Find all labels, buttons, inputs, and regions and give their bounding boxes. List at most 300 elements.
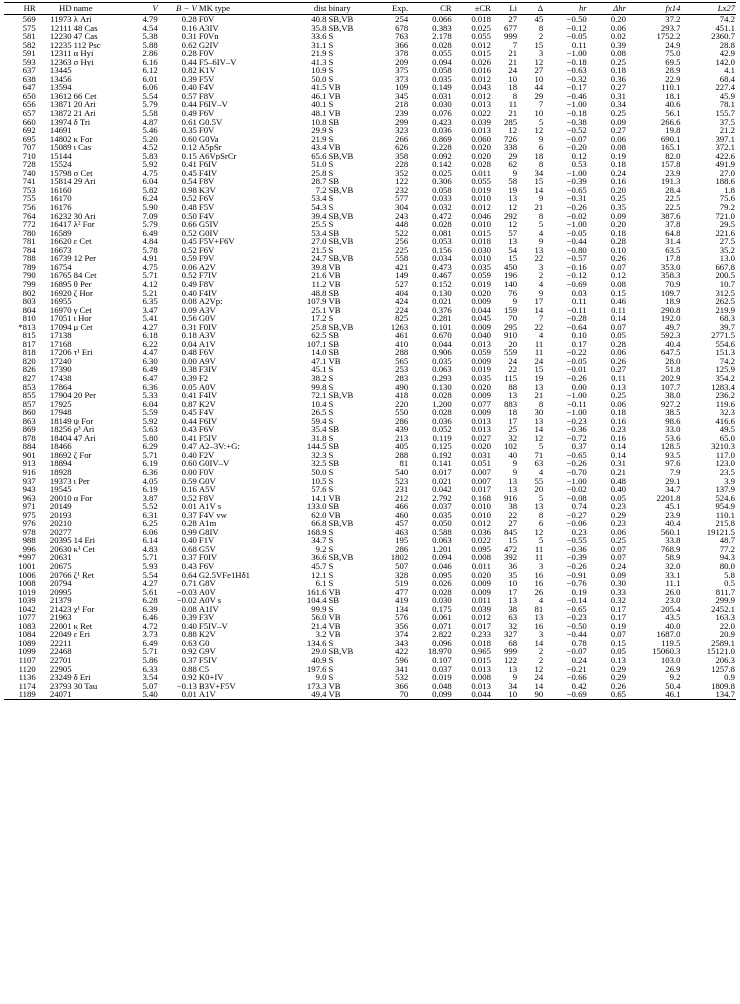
table-cell: 12 xyxy=(508,203,518,212)
table-cell: 80.0 xyxy=(719,562,735,571)
table-cell: 6.29 xyxy=(142,442,158,451)
table-row xyxy=(4,665,736,674)
table-cell: 20010 xyxy=(49,493,72,503)
table-cell: 24071 xyxy=(49,690,72,700)
table-row xyxy=(4,630,736,639)
table-cell: 19.8 xyxy=(665,126,681,135)
table-cell: −0.27 xyxy=(566,510,587,520)
table-cell: 155.7 xyxy=(715,109,735,118)
table-cell: 7 xyxy=(538,100,544,110)
table-cell: 17094 xyxy=(49,322,72,332)
table-cell: 577 xyxy=(395,194,409,204)
table-cell: 802 xyxy=(22,288,36,298)
table-cell: 4.54 xyxy=(142,23,158,33)
table-cell: 110.1 xyxy=(661,83,681,92)
table-cell: S xyxy=(328,373,334,383)
table-cell: VB xyxy=(328,279,341,289)
table-cell: 0.46 xyxy=(610,297,626,306)
table-cell: 790 xyxy=(22,271,36,280)
table-cell: 266 xyxy=(395,134,409,144)
table-cell: 0.055 xyxy=(432,49,452,58)
table-cell xyxy=(73,340,125,349)
table-cell: F4IV xyxy=(198,391,218,400)
table-cell: 70.9 xyxy=(665,279,681,289)
table-cell: α Hyi xyxy=(73,49,94,58)
table-cell: 12 xyxy=(534,527,544,537)
table-cell: 18894 xyxy=(49,459,72,468)
table-cell: 0.077 xyxy=(471,399,491,409)
table-row xyxy=(4,92,736,101)
table-cell: S xyxy=(328,194,334,204)
table-cell: 1.8 xyxy=(724,185,735,195)
table-cell: 0.25 xyxy=(610,536,626,545)
table-cell: 0.52 xyxy=(181,194,197,204)
table-cell: 0.020 xyxy=(471,143,491,152)
table-cell: 286 xyxy=(395,416,409,426)
table-cell: VB xyxy=(328,690,341,700)
column-header: fx14 xyxy=(665,3,681,13)
table-cell: 2 xyxy=(538,271,544,280)
table-cell: 0.37 xyxy=(181,553,197,562)
table-cell: 5.90 xyxy=(142,203,158,212)
table-cell: 20794 xyxy=(49,579,72,588)
table-cell: 6.36 xyxy=(142,467,158,477)
table-cell: 5.33 xyxy=(142,391,158,400)
table-cell: 0.036 xyxy=(432,126,452,135)
table-cell: 45.1 xyxy=(311,365,327,374)
table-cell: 46.1 xyxy=(665,690,681,700)
table-cell: 772 xyxy=(22,220,36,229)
table-cell: 0.35 xyxy=(181,126,197,135)
table-cell: A3V xyxy=(198,331,216,340)
table-cell: −0.20 xyxy=(566,143,587,152)
table-cell: 13974 xyxy=(49,117,72,127)
table-cell: 157.8 xyxy=(660,160,681,169)
table-cell: 0.028 xyxy=(471,160,491,169)
table-cell: 593 xyxy=(22,57,36,67)
table-cell: 200.5 xyxy=(715,271,735,280)
table-cell: 0.19 xyxy=(610,621,626,631)
table-cell: 0.022 xyxy=(471,109,491,118)
table-cell: 13 xyxy=(508,237,518,246)
table-cell: 21 xyxy=(508,57,518,67)
table-cell xyxy=(73,126,125,135)
table-row xyxy=(4,622,736,631)
table-cell: 218 xyxy=(395,100,409,110)
table-cell: 0.030 xyxy=(471,245,491,255)
table-row xyxy=(4,571,736,580)
table-cell: 6.18 xyxy=(142,331,158,340)
table-cell: 780 xyxy=(22,228,36,238)
table-cell: 0.142 xyxy=(432,160,452,169)
table-cell: 0.88 xyxy=(181,630,197,639)
table-cell: 477 xyxy=(395,587,409,597)
table-cell: 345 xyxy=(395,91,409,101)
table-cell: 0.48 xyxy=(610,476,626,486)
table-cell: F0IV xyxy=(198,553,218,562)
table-cell: 0.017 xyxy=(471,621,491,631)
table-row xyxy=(4,579,736,588)
table-cell: 6.06 xyxy=(142,83,158,92)
table-cell: 23.0 xyxy=(665,596,681,605)
table-cell: 32.3 xyxy=(719,408,735,417)
table-cell: 28.9 xyxy=(665,66,681,75)
table-cell: 13 xyxy=(508,664,518,674)
table-cell: 21.6 xyxy=(311,271,327,280)
table-cell: 10 xyxy=(508,74,518,84)
table-cell: S xyxy=(328,656,334,665)
table-cell: 196 xyxy=(504,271,518,280)
table-cell: 988 xyxy=(22,536,36,545)
table-cell: A5pSr xyxy=(198,143,222,152)
table-cell: λ² For xyxy=(73,220,95,229)
table-cell: 690.1 xyxy=(660,134,681,144)
table-cell: F0V xyxy=(198,467,215,477)
table-cell: A3IV xyxy=(198,23,219,33)
table-cell: 0.025 xyxy=(432,168,452,178)
table-cell: 17.2 xyxy=(311,314,327,323)
table-cell: 910 xyxy=(504,331,518,340)
column-header: hr xyxy=(579,3,587,13)
table-cell: F5IV–V xyxy=(198,621,228,631)
table-row xyxy=(4,639,736,648)
table-cell: −0.66 xyxy=(566,673,587,682)
table-cell: S xyxy=(328,673,334,682)
table-cell: 62.5 xyxy=(311,331,327,340)
table-cell: 14 xyxy=(534,305,544,315)
table-cell xyxy=(73,519,125,528)
table-cell: F3V xyxy=(198,613,215,622)
table-cell xyxy=(73,203,125,212)
table-cell: 17 xyxy=(508,416,518,426)
table-cell: 728 xyxy=(22,160,36,169)
table-cell: −0.65 xyxy=(566,604,587,614)
table-cell: 107.7 xyxy=(660,382,681,392)
table-cell: 71 xyxy=(534,450,544,460)
table-cell: 0.071 xyxy=(432,621,452,631)
table-cell: 82.0 xyxy=(665,151,681,161)
table-cell: 0.13 xyxy=(610,656,626,665)
table-cell: 341 xyxy=(395,664,409,674)
table-row xyxy=(4,237,736,246)
table-cell: 10 xyxy=(534,109,544,118)
table-cell: 70 xyxy=(508,314,518,323)
table-cell: 10.5 xyxy=(311,476,327,486)
table-cell: S xyxy=(328,638,334,648)
table-cell: 20395 xyxy=(49,536,72,545)
table-cell: 781 xyxy=(22,237,36,246)
table-cell: 421 xyxy=(395,262,409,272)
table-cell: 16 xyxy=(534,621,544,631)
table-row xyxy=(4,246,736,255)
table-cell: 591 xyxy=(22,49,36,58)
table-cell: 0.28 xyxy=(181,519,197,528)
table-cell: 356 xyxy=(395,621,409,631)
table-cell: 5.20 xyxy=(142,134,158,144)
table-cell: 916 xyxy=(504,493,518,503)
table-cell: 7 xyxy=(538,314,544,323)
table-cell: 5.79 xyxy=(142,100,158,110)
table-cell: 6.39 xyxy=(142,604,158,614)
table-cell: 40.4 xyxy=(665,339,681,349)
table-cell: 24 xyxy=(508,356,518,366)
table-cell: 0.058 xyxy=(432,66,452,75)
table-cell: ι Hor xyxy=(73,314,92,323)
table-cell: 366 xyxy=(395,40,409,50)
table-cell: 817 xyxy=(22,339,36,349)
table-row xyxy=(4,374,736,383)
table-body xyxy=(4,15,736,700)
table-cell: 243 xyxy=(395,211,409,221)
table-cell: 0.044 xyxy=(432,339,452,349)
table-cell: 12 xyxy=(534,433,544,443)
table-cell: 0.050 xyxy=(432,519,452,528)
table-cell: 0.039 xyxy=(471,604,491,614)
table-cell: F5V xyxy=(198,74,215,84)
table-cell: 107.9 xyxy=(306,297,327,306)
table-cell: −0.65 xyxy=(566,185,587,195)
table-cell: 20675 xyxy=(49,562,72,571)
table-cell: F8V xyxy=(198,91,215,101)
table-cell: F6V xyxy=(198,562,215,571)
table-cell: σ Cet xyxy=(73,168,93,178)
table-cell: 288 xyxy=(395,450,409,460)
table-cell: S xyxy=(328,536,334,545)
table-cell: K1V xyxy=(198,66,216,75)
table-cell: 104.4 xyxy=(306,596,327,605)
table-cell: 13612 xyxy=(49,91,72,101)
table-cell: 11 xyxy=(508,100,518,110)
table-cell: 6.14 xyxy=(142,536,158,545)
table-cell: 975 xyxy=(22,510,36,520)
table-cell: 0.11 xyxy=(571,297,587,306)
table-cell: 53.4 xyxy=(311,228,327,238)
table-cell: 0.16 xyxy=(610,433,626,443)
table-cell: 0.39 xyxy=(181,74,197,84)
table-cell: 0.14 xyxy=(610,314,626,323)
table-row xyxy=(4,323,736,332)
table-cell: F8V xyxy=(198,177,215,186)
table-cell: G0 xyxy=(198,638,210,648)
table-row xyxy=(4,682,736,691)
table-cell: 5.92 xyxy=(142,160,158,169)
table-cell: 123.0 xyxy=(715,459,735,468)
table-cell: 227.4 xyxy=(715,83,735,92)
table-cell: 1084 xyxy=(18,630,36,639)
table-cell: 0.026 xyxy=(432,579,452,588)
table-cell: 416.6 xyxy=(715,416,735,426)
table-cell: 13 xyxy=(534,613,544,622)
table-cell: 21.2 xyxy=(719,126,735,135)
table-cell: 27.5 xyxy=(719,237,735,246)
table-cell: 0.306 xyxy=(432,177,452,186)
table-cell: 0.27 xyxy=(610,365,626,374)
table-cell: 869 xyxy=(22,425,36,434)
table-cell: 0.027 xyxy=(471,433,491,443)
table-row xyxy=(4,135,736,144)
table-cell: 20.9 xyxy=(719,630,735,639)
table-cell: τ¹ Eri xyxy=(73,348,93,357)
column-header: Lx27 xyxy=(717,3,735,13)
table-cell: 292 xyxy=(504,211,518,221)
table-cell: 22701 xyxy=(49,656,72,665)
table-cell: 592.3 xyxy=(660,331,681,340)
table-cell: VB xyxy=(328,109,341,118)
table-cell: 0.48 xyxy=(181,203,197,212)
table-cell: 0.022 xyxy=(471,536,491,545)
table-cell: 19 xyxy=(508,185,518,195)
table-row xyxy=(4,647,736,656)
table-cell: 343 xyxy=(395,638,409,648)
table-cell: 15524 xyxy=(49,160,72,169)
table-cell: −0.07 xyxy=(566,134,587,144)
table-cell: 0.43 xyxy=(181,562,197,571)
table-row xyxy=(4,536,736,545)
table-cell: σ Hyi xyxy=(73,57,94,67)
table-cell: G0V xyxy=(198,314,216,323)
table-cell: 0.012 xyxy=(471,203,491,212)
table-cell: 37.8 xyxy=(665,220,681,229)
table-row xyxy=(4,83,736,92)
table-cell: G8V xyxy=(198,579,216,588)
table-cell: −0.64 xyxy=(566,322,587,332)
table-cell: 0.23 xyxy=(610,519,626,528)
table-cell: 32.0 xyxy=(665,562,681,571)
table-cell: VB xyxy=(328,143,341,152)
table-cell: 6.16 xyxy=(142,57,158,67)
table-cell: 0.16 xyxy=(181,23,197,33)
table-cell: 16920 xyxy=(49,288,72,298)
table-cell: 0.055 xyxy=(471,177,491,186)
table-cell: 6.12 xyxy=(142,66,158,75)
table-cell xyxy=(73,553,125,562)
column-header: MK type xyxy=(198,3,230,13)
table-cell: 168.9 xyxy=(306,527,327,537)
table-cell: 19545 xyxy=(49,485,72,494)
table-row xyxy=(4,32,736,41)
table-cell: 0.19 xyxy=(571,587,587,597)
table-cell: S xyxy=(328,664,334,674)
table-cell: 0.044 xyxy=(471,690,491,700)
table-cell: 5.71 xyxy=(142,647,158,657)
table-cell: 16620 xyxy=(49,237,72,246)
table-cell: 6.01 xyxy=(142,74,158,84)
table-cell: 99.8 xyxy=(311,382,327,392)
table-cell: 25.1 xyxy=(311,305,327,315)
table-cell: −0.36 xyxy=(566,425,587,434)
table-cell: 450 xyxy=(504,262,518,272)
table-cell: −1.00 xyxy=(566,476,587,486)
table-cell: 1008 xyxy=(18,579,36,588)
table-cell: 286 xyxy=(395,544,409,554)
table-cell: 0.20 xyxy=(610,14,626,24)
table-cell: −0.52 xyxy=(566,126,587,135)
table-cell: 285 xyxy=(504,117,518,127)
table-cell: 0.99 xyxy=(181,527,197,537)
table-cell: 0.095 xyxy=(432,570,452,580)
table-cell: 48.1 xyxy=(311,109,327,118)
table-cell: 366 xyxy=(395,681,409,691)
table-cell: 374 xyxy=(395,630,409,639)
table-cell: 0.26 xyxy=(610,356,626,366)
table-cell: S xyxy=(328,126,334,135)
table-cell: 13 xyxy=(534,502,544,511)
table-cell: 0.035 xyxy=(471,373,491,383)
table-cell: −0.23 xyxy=(566,416,587,426)
table-cell: 507 xyxy=(395,562,409,571)
table-cell: 0.52 xyxy=(181,271,197,280)
table-cell: F6IV–V xyxy=(198,100,228,110)
table-cell: λ Ari xyxy=(73,14,92,24)
table-cell: −0.69 xyxy=(566,279,587,289)
table-cell: A0V s xyxy=(198,596,222,605)
table-cell: 4.75 xyxy=(142,168,158,178)
table-cell: 0.017 xyxy=(471,485,491,494)
table-cell: 45.7 xyxy=(311,562,327,571)
table-cell: S xyxy=(328,408,334,417)
table-cell: VB xyxy=(328,305,341,315)
table-cell: 0.012 xyxy=(471,613,491,622)
table-cell: 76 xyxy=(508,288,518,298)
table-cell: 827 xyxy=(22,373,36,383)
table-cell: 5.07 xyxy=(142,681,158,691)
table-cell: 7.2 xyxy=(315,185,327,195)
table-cell: S xyxy=(328,416,334,426)
table-cell: θ Per xyxy=(73,279,92,289)
table-cell: 24 xyxy=(534,673,544,682)
table-cell: 47 Cas xyxy=(73,32,98,41)
table-cell: 0.012 xyxy=(471,91,491,101)
table-cell: 122 xyxy=(504,656,518,665)
table-cell: 519 xyxy=(395,579,409,588)
table-cell xyxy=(73,365,125,374)
table-cell: 5 xyxy=(538,493,544,503)
table-cell: 13594 xyxy=(49,83,72,92)
table-cell: 0.030 xyxy=(432,100,452,110)
table-cell: F4V xyxy=(198,83,215,92)
table-cell: 32 xyxy=(508,621,518,631)
table-cell: 582 xyxy=(22,40,36,50)
table-cell: −0.21 xyxy=(566,664,587,674)
table-cell: −0.70 xyxy=(566,467,587,477)
table-cell: 98.6 xyxy=(665,416,681,426)
table-cell: 1077 xyxy=(18,613,36,622)
table-cell: 0.17 xyxy=(610,604,626,614)
table-row xyxy=(4,545,736,554)
table-cell: 29 xyxy=(534,91,544,101)
table-cell: 134 xyxy=(395,604,409,614)
table-cell: 205.4 xyxy=(660,604,681,614)
table-cell: 15060.3 xyxy=(652,647,681,657)
table-cell: 17904 xyxy=(49,391,72,400)
table-cell: 18404 xyxy=(49,433,72,443)
table-cell: 0.423 xyxy=(432,117,452,127)
table-cell: 27 xyxy=(508,14,518,24)
table-cell: 884 xyxy=(22,442,36,451)
table-cell: 31.1 xyxy=(311,40,327,50)
table-cell: 0.88 xyxy=(181,664,197,674)
table-cell: 845 xyxy=(504,527,518,537)
table-cell: 626 xyxy=(395,143,409,152)
table-cell: 338 xyxy=(504,143,518,152)
table-cell: 63 xyxy=(508,613,518,622)
table-cell: 5.92 xyxy=(142,416,158,426)
table-cell: 0.383 xyxy=(432,23,452,33)
table-cell: 109.7 xyxy=(660,288,681,298)
table-cell: 26.0 xyxy=(665,587,681,597)
table-cell: *997 xyxy=(18,553,36,562)
table-cell: 16176 xyxy=(49,203,72,212)
